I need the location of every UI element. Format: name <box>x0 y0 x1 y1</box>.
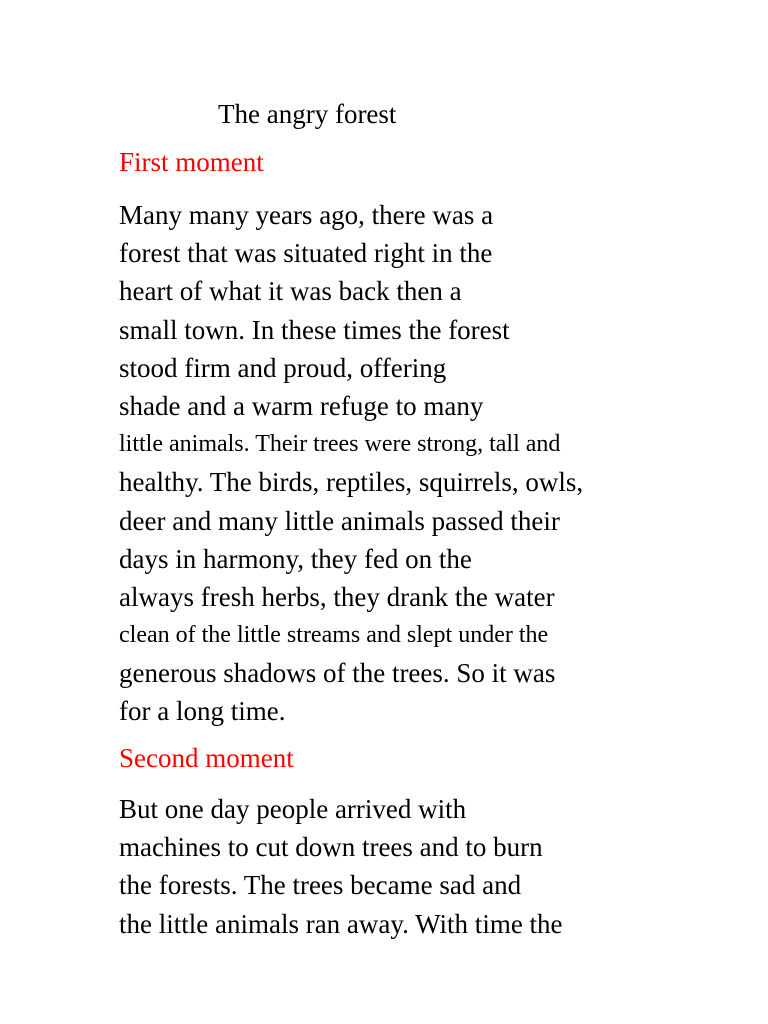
text-line: clean of the little streams and slept under the <box>119 622 549 649</box>
paragraph-second-moment <box>119 790 563 943</box>
text-line: healthy. The birds, reptiles, squirrels, owls, <box>119 467 584 498</box>
text-line: small town. In these times the forest <box>119 314 510 345</box>
text-line: Many many years ago, there was a <box>119 200 494 230</box>
text-line: shade and a warm refuge to many <box>119 390 484 421</box>
section-heading-second-moment: Second moment <box>119 743 294 773</box>
text-line: always fresh herbs, they drank the water <box>119 581 555 612</box>
text-line: generous shadows of the trees. So it was <box>119 658 556 689</box>
text-line: But one day people arrived with <box>119 794 467 824</box>
paragraph-first-moment <box>119 196 583 731</box>
text-line: for a long time. <box>119 696 286 727</box>
text-line: forest that was situated right in the <box>119 238 493 269</box>
text-line: little animals. Their trees were strong, tall and <box>119 431 561 458</box>
section-heading-first-moment: First moment <box>119 147 264 177</box>
text-line: deer and many little animals passed their <box>119 505 560 536</box>
text-line: stood firm and proud, offering <box>119 352 447 383</box>
text-line: the forests. The trees became sad and <box>119 870 522 901</box>
text-line: days in harmony, they fed on the <box>119 543 472 574</box>
text-line: heart of what it was back then a <box>119 276 462 307</box>
document-title: The angry forest <box>218 99 397 129</box>
text-line: machines to cut down trees and to burn <box>119 832 543 863</box>
text-line: the little animals ran away. With time the <box>119 908 563 939</box>
